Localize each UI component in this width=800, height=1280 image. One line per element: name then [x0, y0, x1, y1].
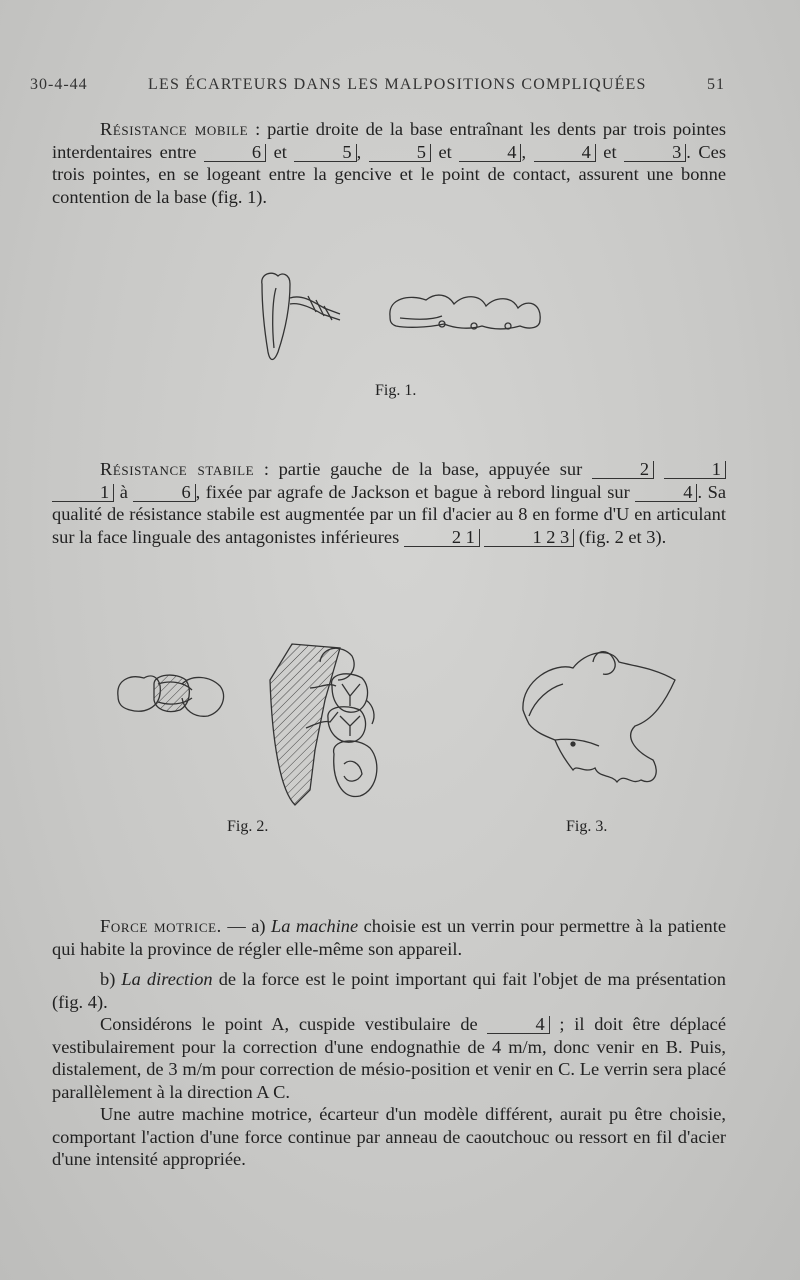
- emphasis: La direction: [121, 969, 213, 989]
- text: et: [595, 141, 625, 162]
- paragraph-resistance-stabile: [52, 458, 726, 548]
- tooth-notation: 5: [369, 144, 431, 162]
- tooth-notation: 2: [592, 461, 654, 479]
- text: ,: [521, 141, 534, 162]
- tooth-notation: 4: [487, 1016, 549, 1034]
- text: choisie est un verrin pour permettre à la patiente qui habite la province de régler elle-même son appareil.: [52, 916, 727, 959]
- text: , fixée par agrafe de Jackson et bague à rebord lingual sur: [195, 481, 636, 502]
- tooth-notation: 1 2 3: [484, 529, 574, 547]
- page-number: 51: [707, 76, 725, 93]
- section-lead: Résistance mobile: [100, 119, 249, 139]
- text: ,: [356, 141, 369, 162]
- tooth-notation: 4: [534, 144, 596, 162]
- tooth-notation: 6: [133, 484, 195, 502]
- text: : partie droite de la base entraînant les dents par trois pointes interdentaires entre: [52, 119, 726, 162]
- paragraph-autre-machine: [52, 1103, 726, 1171]
- paragraph-force-motrice: [52, 915, 726, 960]
- text: et: [430, 141, 460, 162]
- tooth-notation: 1: [664, 461, 726, 479]
- figure-3-caption: Fig. 3.: [566, 818, 608, 835]
- paragraph-direction: [52, 968, 726, 1013]
- figure-2-drawing: [110, 640, 390, 810]
- emphasis: La machine: [270, 916, 359, 936]
- figure-1-drawing: [250, 268, 550, 368]
- tooth-notation: 6: [204, 144, 266, 162]
- text: . Sa qualité de résistance stabile est augmentée par un fil d'acier au 8 en forme d'U en articulant sur la face linguale des antagonistes inférieures: [52, 481, 727, 547]
- text: Considérons le point A, cuspide vestibulaire de: [100, 1014, 488, 1034]
- text: — a): [221, 916, 271, 936]
- figure-2-caption: Fig. 2.: [227, 818, 269, 835]
- tooth-notation: 2 1: [404, 529, 480, 547]
- header-date: 30-4-44: [30, 76, 88, 93]
- text: : partie gauche de la base, appuyée sur: [254, 459, 592, 479]
- text: . Ces trois pointes, en se logeant entre la gencive et le point de contact, assurent une bonne contention de la base (fig. 1).: [52, 141, 726, 207]
- tooth-notation: 3: [624, 144, 686, 162]
- paragraph-resistance-mobile: [52, 118, 726, 208]
- figure-1-caption: Fig. 1.: [375, 382, 417, 399]
- tooth-notation: 5: [294, 144, 356, 162]
- text: à: [114, 481, 134, 502]
- text: et: [266, 141, 295, 162]
- text: ; il doit être déplacé vestibulairement pour la correction d'une endognathie de 4 m/m, donc venir en B. Puis, distalement, de 3 m/m pour correction de mésio-position et venir en C. Le verrin sera placé parallèlement à la direction A C.: [52, 1014, 727, 1102]
- figure-3-drawing: [515, 640, 685, 790]
- running-header: [30, 76, 725, 94]
- tooth-notation: 4: [459, 144, 521, 162]
- tooth-notation: 1: [52, 484, 114, 502]
- header-title: LES ÉCARTEURS DANS LES MALPOSITIONS COMPLIQUÉES: [148, 76, 647, 93]
- section-lead: Force motrice.: [100, 916, 222, 936]
- text: de la force est le point important qui fait l'objet de ma présentation (fig. 4).: [52, 969, 726, 1012]
- text: (fig. 2 et 3).: [574, 526, 667, 547]
- text: b): [100, 969, 122, 989]
- text: Une autre machine motrice, écarteur d'un modèle différent, aurait pu être choisie, comportant l'action d'une force continue par anneau de caoutchouc ou ressort en fil d'acier d'une intensité appropriée.: [52, 1104, 726, 1169]
- paragraph-point-a: [52, 1013, 726, 1103]
- section-lead: Résistance stabile: [100, 459, 255, 479]
- tooth-notation: 4: [635, 484, 697, 502]
